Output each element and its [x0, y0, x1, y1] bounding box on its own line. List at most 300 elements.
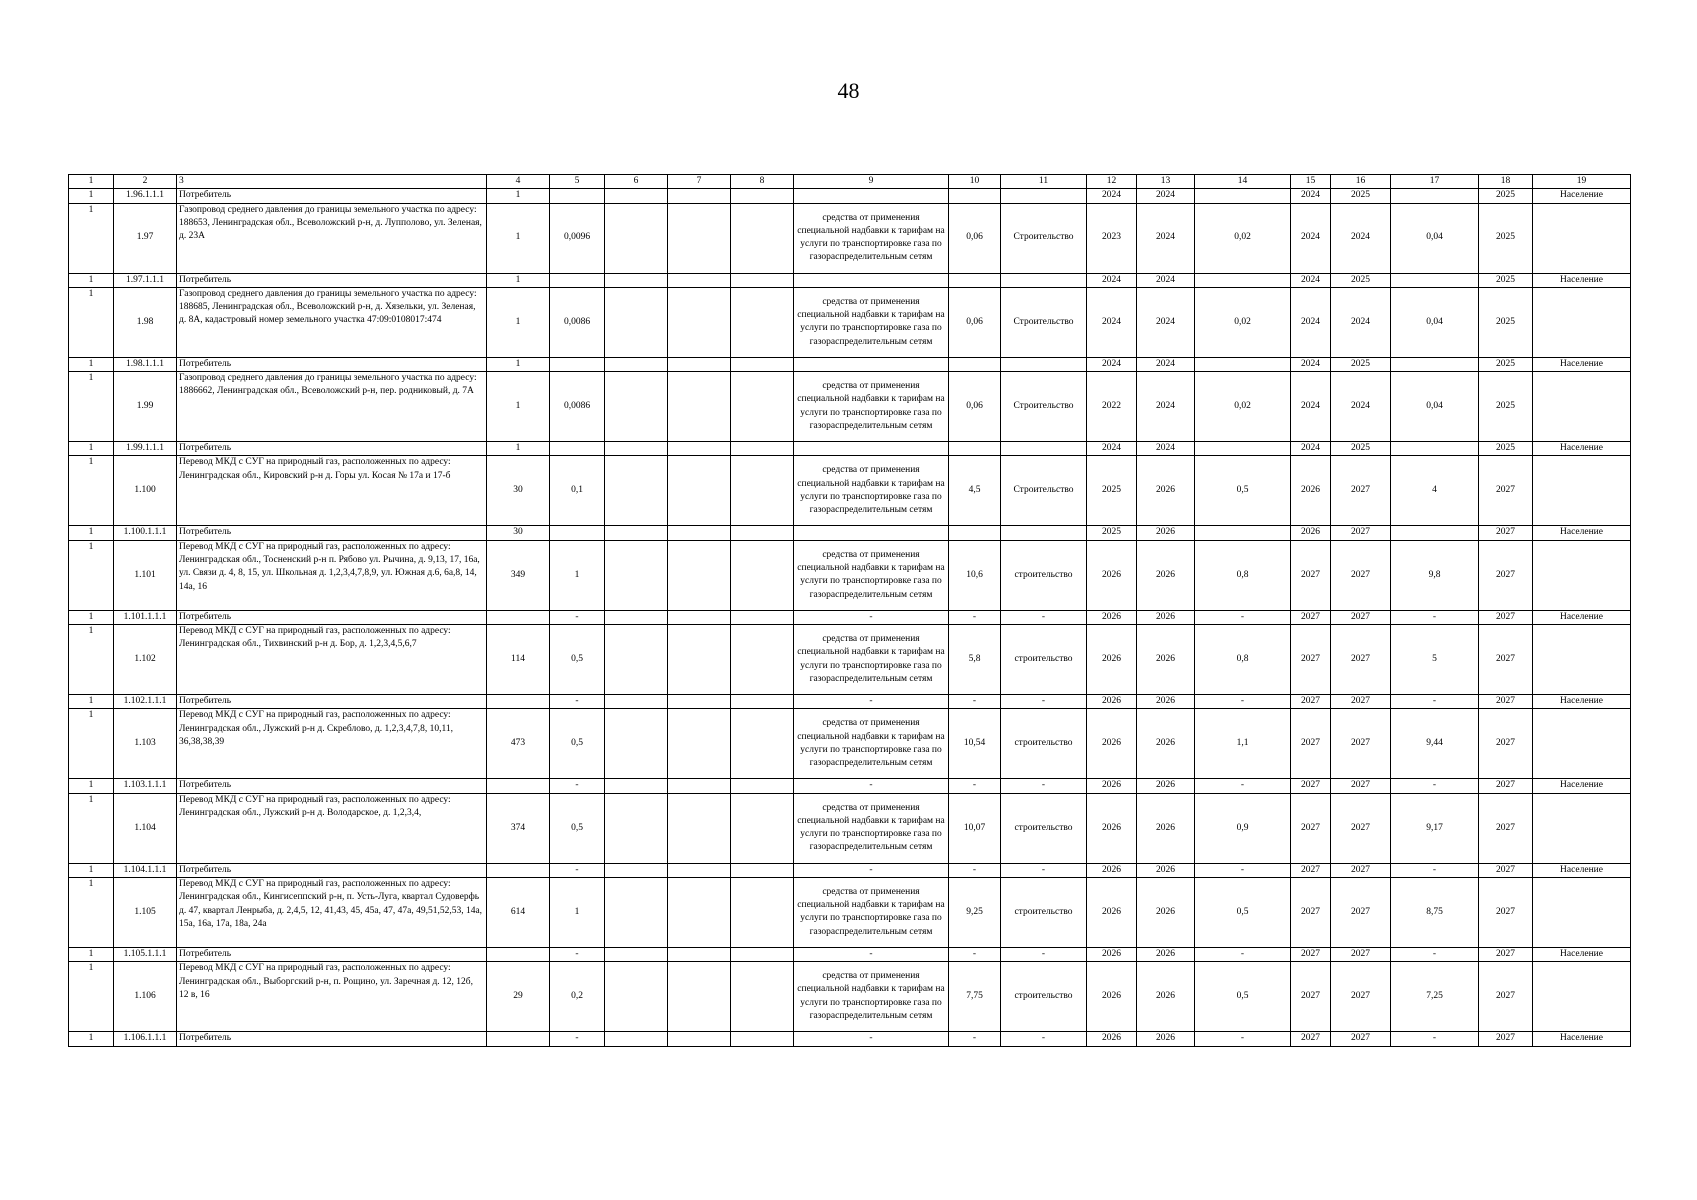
table-cell: 1 [69, 456, 114, 526]
table-cell: 2024 [1291, 273, 1331, 287]
table-cell: 2024 [1331, 372, 1391, 442]
table-cell: Перевод МКД с СУГ на природный газ, расположенных по адресу: Ленинградская обл., Тосненский р-н п. Рябово ул. Рычина, д. 9,13, 17, 16а, ул. Связи д. 4, 8, 15, ул. Школьная д. 1,2,3,4,7,8,9, ул. Южная д.6, 6а,8, 14, 14а, 16 [177, 540, 487, 610]
table-cell: 1.105 [114, 877, 177, 947]
table-cell [1533, 877, 1631, 947]
page-number: 48 [837, 78, 860, 103]
table-cell: 2025 [1331, 189, 1391, 203]
table-cell: - [1001, 610, 1087, 624]
table-cell: 0,5 [1195, 962, 1291, 1032]
table-cell: 2027 [1479, 540, 1533, 610]
table-cell: 0,5 [1195, 456, 1291, 526]
table-cell: 1.103 [114, 709, 177, 779]
table-cell: 2027 [1479, 947, 1533, 961]
table-cell [731, 610, 794, 624]
table-cell: 1.101.1.1.1 [114, 610, 177, 624]
object-row [69, 540, 1631, 610]
table-cell: 2026 [1137, 947, 1195, 961]
table-cell: 1.99.1.1.1 [114, 442, 177, 456]
table-cell: 2024 [1087, 357, 1137, 371]
table-cell [668, 273, 731, 287]
table-cell [668, 203, 731, 273]
table-cell: 2027 [1331, 877, 1391, 947]
table-cell [1533, 709, 1631, 779]
table-cell: средства от применения специальной надбавки к тарифам на услуги по транспортировке газа по газораспределительным сетям [794, 540, 949, 610]
table-cell: средства от применения специальной надбавки к тарифам на услуги по транспортировке газа по газораспределительным сетям [794, 372, 949, 442]
table-cell: Потребитель [177, 189, 487, 203]
table-cell [731, 779, 794, 793]
table-cell: 349 [487, 540, 550, 610]
table-cell: 7,75 [949, 962, 1001, 1032]
table-cell: 1 [69, 287, 114, 357]
table-cell: Перевод МКД с СУГ на природный газ, расположенных по адресу: Ленинградская обл., Кингисеппский р-н, п. Усть-Луга, квартал Судоверфь д. 47, квартал Ленрыба, д. 2,4,5, 12, 41,43, 45, 45а, 47, 47а, 49,51,52,53, 14а, 15а, 16а, 17а, 18а, 24а [177, 877, 487, 947]
column-number-cell: 7 [668, 175, 731, 189]
table-cell: 2025 [1331, 357, 1391, 371]
table-cell: 1.100.1.1.1 [114, 526, 177, 540]
table-cell: - [1391, 1032, 1479, 1046]
object-row [69, 793, 1631, 863]
table-cell: 1 [487, 189, 550, 203]
table-cell: средства от применения специальной надбавки к тарифам на услуги по транспортировке газа по газораспределительным сетям [794, 203, 949, 273]
table-cell: 1.97 [114, 203, 177, 273]
table-cell: 2025 [1087, 526, 1137, 540]
consumer-row [69, 1032, 1631, 1046]
table-cell: - [1001, 695, 1087, 709]
table-cell [731, 695, 794, 709]
table-cell: Население [1533, 695, 1631, 709]
table-cell [1533, 372, 1631, 442]
table-cell: 2027 [1331, 456, 1391, 526]
table-cell [949, 526, 1001, 540]
table-cell: - [794, 695, 949, 709]
table-cell: 1.101 [114, 540, 177, 610]
table-cell [550, 357, 605, 371]
table-cell: 4,5 [949, 456, 1001, 526]
table-cell: 2025 [1479, 273, 1533, 287]
table-cell [1533, 203, 1631, 273]
table-cell: 1 [69, 189, 114, 203]
consumer-row [69, 863, 1631, 877]
table-cell [731, 442, 794, 456]
column-numbers-row [69, 175, 1631, 189]
table-cell: 2027 [1479, 877, 1533, 947]
table-cell: - [794, 863, 949, 877]
table-cell: 1 [69, 203, 114, 273]
table-cell [1001, 442, 1087, 456]
table-cell: 2023 [1087, 203, 1137, 273]
table-cell: строительство [1001, 962, 1087, 1032]
table-cell [605, 625, 668, 695]
table-cell: - [949, 695, 1001, 709]
table-cell [794, 189, 949, 203]
table-cell: 1.96.1.1.1 [114, 189, 177, 203]
table-cell: - [1391, 610, 1479, 624]
column-number-cell: 12 [1087, 175, 1137, 189]
table-cell: 2027 [1331, 962, 1391, 1032]
table-cell: 9,44 [1391, 709, 1479, 779]
table-cell: 2025 [1479, 203, 1533, 273]
table-cell [605, 287, 668, 357]
object-row [69, 456, 1631, 526]
table-cell [1391, 442, 1479, 456]
table-cell: - [794, 947, 949, 961]
table-cell: 30 [487, 456, 550, 526]
table-cell: 1 [69, 793, 114, 863]
table-cell [487, 779, 550, 793]
table-cell [1195, 189, 1291, 203]
table-cell: 2027 [1291, 1032, 1331, 1046]
table-cell: 2026 [1137, 877, 1195, 947]
table-cell [1391, 526, 1479, 540]
table-cell: 1 [69, 779, 114, 793]
table-cell: 2026 [1137, 1032, 1195, 1046]
table-cell: Перевод МКД с СУГ на природный газ, расположенных по адресу: Ленинградская обл., Выборгский р-н, п. Рощино, ул. Заречная д. 12, 12б, 12 в, 16 [177, 962, 487, 1032]
table-cell: 1.99 [114, 372, 177, 442]
table-cell [668, 442, 731, 456]
table-cell: 1 [550, 877, 605, 947]
table-cell: 0,5 [1195, 877, 1291, 947]
column-number-cell: 18 [1479, 175, 1533, 189]
table-cell: 2026 [1087, 779, 1137, 793]
table-cell: 2024 [1291, 287, 1331, 357]
table-cell: 0,0086 [550, 287, 605, 357]
table-cell: 1.106.1.1.1 [114, 1032, 177, 1046]
table-cell: средства от применения специальной надбавки к тарифам на услуги по транспортировке газа по газораспределительным сетям [794, 456, 949, 526]
table-cell: Газопровод среднего давления до границы земельного участка по адресу: 1886662, Ленинградская обл., Всеволожский р-н, пер. родниковый, д. 7А [177, 372, 487, 442]
table-cell: 2027 [1331, 526, 1391, 540]
column-number-cell: 3 [177, 175, 487, 189]
table-cell: - [1195, 863, 1291, 877]
table-cell: 2027 [1331, 863, 1391, 877]
table-cell: 1 [69, 877, 114, 947]
table-cell [550, 189, 605, 203]
table-cell: - [949, 610, 1001, 624]
table-cell: 2026 [1137, 526, 1195, 540]
table-cell: 2027 [1331, 793, 1391, 863]
table-cell: - [550, 1032, 605, 1046]
table-cell: строительство [1001, 793, 1087, 863]
table-cell: 2026 [1087, 863, 1137, 877]
table-cell [731, 372, 794, 442]
table-cell: средства от применения специальной надбавки к тарифам на услуги по транспортировке газа по газораспределительным сетям [794, 625, 949, 695]
table-cell [731, 863, 794, 877]
table-cell [605, 610, 668, 624]
table-cell: 2027 [1331, 695, 1391, 709]
table-cell [1195, 526, 1291, 540]
table-cell [668, 709, 731, 779]
table-cell [1533, 793, 1631, 863]
table-cell [550, 526, 605, 540]
object-row [69, 625, 1631, 695]
consumer-row [69, 526, 1631, 540]
table-cell: - [949, 1032, 1001, 1046]
table-cell [605, 793, 668, 863]
table-cell [487, 1032, 550, 1046]
table-cell [487, 863, 550, 877]
table-cell: Потребитель [177, 863, 487, 877]
table-cell: 0,04 [1391, 287, 1479, 357]
table-cell [1533, 625, 1631, 695]
table-cell: 2025 [1331, 273, 1391, 287]
table-cell: 1 [69, 442, 114, 456]
table-cell: 1 [69, 695, 114, 709]
table-cell: - [949, 863, 1001, 877]
table-body [69, 175, 1631, 1047]
table-cell [1391, 357, 1479, 371]
table-cell: - [1195, 947, 1291, 961]
table-cell: Потребитель [177, 947, 487, 961]
table-cell: 2026 [1137, 962, 1195, 1032]
table-cell: 2027 [1291, 877, 1331, 947]
table-cell: 5,8 [949, 625, 1001, 695]
table-cell: Строительство [1001, 287, 1087, 357]
table-cell: 10,54 [949, 709, 1001, 779]
table-cell [731, 709, 794, 779]
table-cell: Строительство [1001, 372, 1087, 442]
table-cell: 1.102 [114, 625, 177, 695]
table-cell [731, 540, 794, 610]
table-cell: 0,8 [1195, 625, 1291, 695]
table-cell: 1.98 [114, 287, 177, 357]
table-cell: 2027 [1291, 779, 1331, 793]
column-number-cell: 10 [949, 175, 1001, 189]
table-cell: 2027 [1291, 947, 1331, 961]
table-cell: 2027 [1331, 779, 1391, 793]
consumer-row [69, 357, 1631, 371]
table-cell: 1.100 [114, 456, 177, 526]
table-cell: 1,1 [1195, 709, 1291, 779]
object-row [69, 962, 1631, 1032]
table-cell: 1 [487, 442, 550, 456]
table-cell: 2026 [1137, 779, 1195, 793]
table-cell: Перевод МКД с СУГ на природный газ, расположенных по адресу: Ленинградская обл., Кировский р-н д. Горы ул. Косая № 17а и 17-б [177, 456, 487, 526]
table-cell: 2027 [1291, 709, 1331, 779]
table-cell [794, 273, 949, 287]
table-cell: средства от применения специальной надбавки к тарифам на услуги по транспортировке газа по газораспределительным сетям [794, 709, 949, 779]
table-cell [605, 947, 668, 961]
table-cell [1533, 456, 1631, 526]
table-cell [731, 287, 794, 357]
table-cell: средства от применения специальной надбавки к тарифам на услуги по транспортировке газа по газораспределительным сетям [794, 793, 949, 863]
table-cell: Перевод МКД с СУГ на природный газ, расположенных по адресу: Ленинградская обл., Лужский р-н д. Скреблово, д. 1,2,3,4,7,8, 10,11, 36,38,38,39 [177, 709, 487, 779]
object-row [69, 877, 1631, 947]
table-cell: Строительство [1001, 203, 1087, 273]
table-cell: 2025 [1479, 442, 1533, 456]
table-cell: - [1001, 779, 1087, 793]
table-cell [731, 456, 794, 526]
table-cell: - [1391, 695, 1479, 709]
table-cell: 1 [69, 863, 114, 877]
table-cell [605, 962, 668, 1032]
table-cell: 2026 [1137, 456, 1195, 526]
table-cell: - [1391, 947, 1479, 961]
table-cell: 1 [69, 357, 114, 371]
table-cell: 114 [487, 625, 550, 695]
table-cell [605, 203, 668, 273]
table-cell: 1.105.1.1.1 [114, 947, 177, 961]
table-cell [1001, 357, 1087, 371]
table-cell [668, 372, 731, 442]
table-cell: 1 [487, 287, 550, 357]
table-cell [731, 793, 794, 863]
table-cell: 2027 [1479, 863, 1533, 877]
consumer-row [69, 947, 1631, 961]
table-cell: 1 [69, 273, 114, 287]
table-cell: 1 [69, 709, 114, 779]
table-cell: 2024 [1137, 287, 1195, 357]
consumer-row [69, 610, 1631, 624]
table-cell: 8,75 [1391, 877, 1479, 947]
table-cell [550, 442, 605, 456]
table-cell: 1 [69, 962, 114, 1032]
table-cell: 1 [69, 372, 114, 442]
table-cell: 2027 [1291, 610, 1331, 624]
table-cell: 0,02 [1195, 287, 1291, 357]
table-cell [731, 526, 794, 540]
table-cell: Население [1533, 610, 1631, 624]
table-cell: 2027 [1479, 1032, 1533, 1046]
table-cell: 2026 [1087, 625, 1137, 695]
table-cell: 2025 [1479, 372, 1533, 442]
table-cell: 1 [550, 540, 605, 610]
table-cell [794, 526, 949, 540]
table-cell: Газопровод среднего давления до границы земельного участка по адресу: 188653, Ленинградская обл., Всеволожский р-н, д. Лупполово, ул. Зеленая, д. 23А [177, 203, 487, 273]
column-number-cell: 15 [1291, 175, 1331, 189]
table-cell [668, 625, 731, 695]
table-cell: 2027 [1479, 962, 1533, 1032]
table-cell: 2024 [1137, 203, 1195, 273]
table-cell: Потребитель [177, 526, 487, 540]
table-cell: 2027 [1479, 779, 1533, 793]
table-cell: 2026 [1137, 793, 1195, 863]
column-number-cell: 6 [605, 175, 668, 189]
table-cell [605, 709, 668, 779]
table-cell: Потребитель [177, 779, 487, 793]
table-cell [668, 877, 731, 947]
table-cell: Население [1533, 357, 1631, 371]
table-cell: 2024 [1087, 273, 1137, 287]
table-cell [605, 695, 668, 709]
table-cell: 2024 [1087, 442, 1137, 456]
table-cell: 1 [69, 625, 114, 695]
table-cell: 2024 [1291, 203, 1331, 273]
table-cell: - [794, 779, 949, 793]
table-cell: Потребитель [177, 695, 487, 709]
table-cell: 0,2 [550, 962, 605, 1032]
table-cell: 1.97.1.1.1 [114, 273, 177, 287]
table-cell [1533, 540, 1631, 610]
column-number-cell: 4 [487, 175, 550, 189]
table-cell: 2027 [1291, 793, 1331, 863]
column-number-cell: 19 [1533, 175, 1631, 189]
table-cell [794, 442, 949, 456]
table-cell: Население [1533, 526, 1631, 540]
table-cell: - [1195, 610, 1291, 624]
table-cell: 2024 [1291, 357, 1331, 371]
table-cell: 10,07 [949, 793, 1001, 863]
table-cell: 2026 [1137, 625, 1195, 695]
table-cell: 0,5 [550, 625, 605, 695]
table-cell: строительство [1001, 625, 1087, 695]
table-cell: - [1195, 1032, 1291, 1046]
table-cell [1195, 442, 1291, 456]
table-cell: Газопровод среднего давления до границы земельного участка по адресу: 188685, Ленинградская обл., Всеволожский р-н, д. Хязельки, ул. Зеленая, д. 8А, кадастровый номер земельного участка 47:09:0108017:474 [177, 287, 487, 357]
table-cell: - [1391, 779, 1479, 793]
table-cell: 2026 [1087, 1032, 1137, 1046]
table-cell [731, 273, 794, 287]
table-cell [1195, 357, 1291, 371]
column-number-cell: 1 [69, 175, 114, 189]
table-cell: Потребитель [177, 273, 487, 287]
table-cell: 0,06 [949, 287, 1001, 357]
table-cell: 0,9 [1195, 793, 1291, 863]
table-cell [605, 273, 668, 287]
table-cell [949, 357, 1001, 371]
table-cell: 2026 [1087, 695, 1137, 709]
table-cell: 2025 [1331, 442, 1391, 456]
table-cell: 1.106 [114, 962, 177, 1032]
table-cell: 2026 [1137, 709, 1195, 779]
table-cell: 2025 [1479, 287, 1533, 357]
table-cell: 2024 [1137, 357, 1195, 371]
table-cell: Население [1533, 863, 1631, 877]
table-cell: 2026 [1137, 540, 1195, 610]
table-cell: 2025 [1479, 357, 1533, 371]
table-cell: 7,25 [1391, 962, 1479, 1032]
column-number-cell: 5 [550, 175, 605, 189]
table-cell: 30 [487, 526, 550, 540]
consumer-row [69, 189, 1631, 203]
table-cell: 2026 [1291, 526, 1331, 540]
table-cell: 2026 [1087, 793, 1137, 863]
table-cell: 473 [487, 709, 550, 779]
table-cell: Население [1533, 442, 1631, 456]
table-cell: Потребитель [177, 442, 487, 456]
table-cell: 1 [69, 526, 114, 540]
table-cell [731, 203, 794, 273]
table-cell: 0,0096 [550, 203, 605, 273]
column-number-cell: 11 [1001, 175, 1087, 189]
table-cell [731, 189, 794, 203]
table-cell [668, 947, 731, 961]
table-cell: 614 [487, 877, 550, 947]
table-cell [605, 863, 668, 877]
table-cell: 2027 [1331, 1032, 1391, 1046]
table-cell [731, 962, 794, 1032]
table-cell: 2025 [1479, 189, 1533, 203]
table-cell [1391, 189, 1479, 203]
column-number-cell: 14 [1195, 175, 1291, 189]
table-cell: 2024 [1331, 287, 1391, 357]
table-cell: 0,0086 [550, 372, 605, 442]
table-cell [1195, 273, 1291, 287]
table-cell: 4 [1391, 456, 1479, 526]
table-cell: 5 [1391, 625, 1479, 695]
table-cell: 1 [69, 610, 114, 624]
table-cell: 2026 [1087, 877, 1137, 947]
table-cell [668, 962, 731, 1032]
table-cell [605, 189, 668, 203]
table-cell: 9,17 [1391, 793, 1479, 863]
table-cell: 2027 [1291, 962, 1331, 1032]
table-cell: - [794, 1032, 949, 1046]
column-number-cell: 2 [114, 175, 177, 189]
table-cell: Население [1533, 947, 1631, 961]
table-cell: строительство [1001, 540, 1087, 610]
table-cell: - [550, 863, 605, 877]
object-row [69, 203, 1631, 273]
table-cell [731, 877, 794, 947]
table-cell: строительство [1001, 877, 1087, 947]
